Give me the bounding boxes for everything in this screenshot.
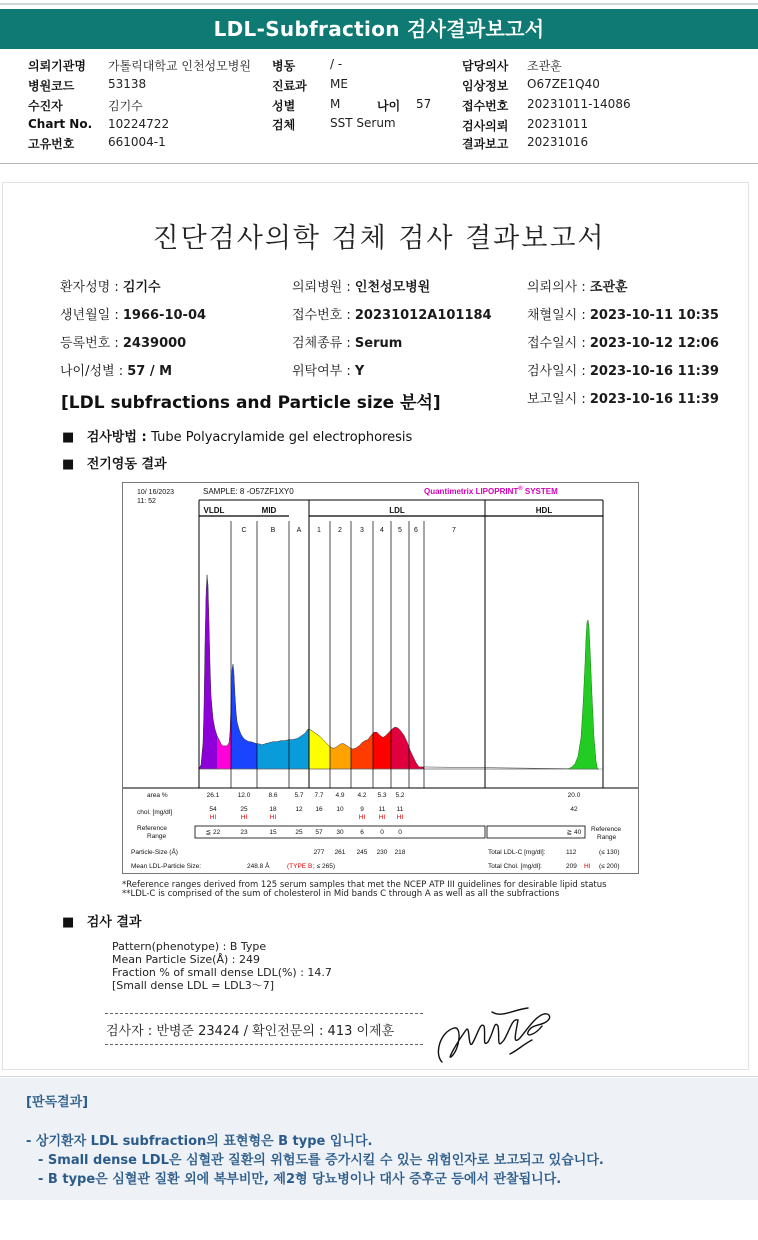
header-label: 고유번호 [28,137,75,151]
brand-sup: ® [518,486,523,492]
footnote-reference: *Reference ranges derived from 125 serum samples that met the NCEP ATP III guidelines for desirable lipid status [122,880,607,890]
header-label: 나이 [377,99,401,113]
header-value: 가톨릭대학교 인천성모병원 [108,59,251,73]
area-value: 5.2 [395,792,405,799]
chol-value: 18 [269,806,277,813]
ref-value: 0 [398,829,402,836]
footnote-ldl: **LDL-C is comprised of the sum of cholesterol in Mid bands C through A as well as all the subfractions [122,889,560,899]
band-label-7: 7 [452,527,456,534]
area-value: 26.1 [206,792,220,799]
ref-value: 0 [380,829,384,836]
band-label-1: 1 [317,527,321,534]
hdl-peak [568,620,598,769]
field-value: Y [354,364,365,379]
interpretation-line: - Small dense LDL은 심혈관 질환의 위험도를 증가시킬 수 있는 위험인자로 보고되고 있습니다. [38,1153,604,1168]
group-label-vldl: VLDL [203,506,225,515]
header-value: 김기수 [108,99,143,113]
field-label: 보고일시 : [527,392,590,407]
method-label: 검사방법 : [86,430,152,445]
band-label-b: B [270,527,276,534]
document-title: 진단검사의학 검체 검사 결과보고서 [152,223,606,254]
particle-size-value: 218 [394,849,406,856]
chart-time: 11: 52 [137,498,156,505]
chart-date: 10/ 16/2023 [137,489,174,496]
chol-value: 42 [570,806,578,813]
field-label: 의뢰의사 : [527,280,590,295]
chol-value: 11 [396,806,404,813]
lipoprint-chart [122,482,639,874]
specimen-type-field [292,332,402,351]
age-sex-field [60,360,172,379]
top-divider [0,3,758,5]
requesting-doctor-field [527,276,628,295]
interpretation-divider [0,1076,758,1077]
receipt-time-field [527,332,719,351]
total-chol-ref: (≤ 200) [599,863,620,870]
requesting-hospital-field [292,276,430,295]
result-small-dense-definition: [Small dense LDL = LDL3～7] [112,979,275,992]
mean-size-type: (TYPE B [287,863,313,870]
signature-top-rule [105,1013,423,1014]
header-value: ME [330,77,348,91]
chol-value: 54 [209,806,217,813]
interpretation-line: - 상기환자 LDL subfraction의 표현형은 B type 입니다. [26,1134,373,1149]
field-label: 채혈일시 : [527,308,590,323]
hdl-ref-label-1: Reference [591,826,621,833]
result-small-dense-fraction: Fraction % of small dense LDL(%) : 14.7 [112,966,332,979]
area-value: 4.2 [357,792,367,799]
result-label: 검사 결과 [86,915,142,930]
header-value: O67ZE1Q40 [527,77,600,91]
chol-flag: HI [358,814,366,821]
total-chol-label: Total Chol. [mg/dl]: [488,863,542,870]
area-value: 12.0 [237,792,251,799]
field-value: 1966-10-04 [122,308,207,323]
profile-segment [309,523,330,769]
patient-name-field [60,276,161,295]
header-label: 의뢰기관명 [28,59,86,73]
chol-flag: HI [396,814,404,821]
chart-sample: SAMPLE: 8 -O57ZF1XY0 [203,487,294,496]
handwritten-signature [432,1004,562,1070]
total-chol-value: 209 [566,863,577,870]
profile-segment [199,523,217,769]
header-label: 진료과 [272,79,307,93]
ref-value: ≦ 22 [205,829,221,836]
header-label: 임상정보 [462,79,509,93]
profile-segment [351,523,373,769]
field-label: 검체종류 : [292,336,355,351]
electrophoresis-label: 전기영동 결과 [86,457,167,472]
field-value: 20231012A101184 [354,308,492,323]
collection-time-field [527,304,719,323]
profile-segment [231,523,257,769]
header-value: 661004-1 [108,135,166,149]
field-value: 인천성모병원 [354,280,431,295]
group-label-mid: MID [261,506,277,515]
header-value: SST Serum [330,116,396,130]
lipoprint-chart-svg [123,483,638,873]
chol-value: 12 [295,806,303,813]
header-value: 57 [416,97,432,111]
ref-value: 6 [360,829,364,836]
header-label: 검체 [272,118,296,132]
brand-main: Quantimetrix LIPOPRINT [424,487,519,496]
row-label-area: area % [147,792,168,799]
header-value: 53138 [108,77,147,91]
chol-value: 16 [315,806,323,813]
header-label: 접수번호 [462,99,509,113]
area-value: 4.9 [335,792,345,799]
signature-bottom-rule [105,1044,423,1045]
outsourced-field [292,360,364,379]
registration-number-field [60,332,186,351]
header-value: 조관훈 [527,59,562,73]
report-title: LDL-Subfraction 검사결과보고서 [0,9,758,49]
band-label-6: 6 [414,527,418,534]
mean-size-ref: ; ≤ 265) [313,863,335,870]
field-value: 2439000 [122,336,187,351]
header-label: 담당의사 [462,59,509,73]
band-label-3: 3 [360,527,364,534]
field-value: 김기수 [122,280,161,295]
profile-segment [217,523,231,769]
field-label: 나이/성별 : [60,364,128,379]
header-label: Chart No. [28,117,93,131]
field-value: 57 / M [127,364,173,379]
band-label-4: 4 [380,527,384,534]
particle-size-value: 277 [313,849,325,856]
header-value: M [330,97,341,111]
header-label: 수진자 [28,99,63,113]
result-mean-size: Mean Particle Size(Å) : 249 [112,953,260,966]
header-value: / - [330,57,343,71]
ref-value: 25 [295,829,303,836]
field-label: 등록번호 : [60,336,123,351]
field-label: 접수번호 : [292,308,355,323]
birth-date-field [60,304,206,323]
total-ldl-label: Total LDL-C [mg/dl]: [488,849,546,856]
ref-value: 57 [315,829,323,836]
field-value: 2023-10-12 12:06 [589,336,719,351]
field-label: 생년월일 : [60,308,123,323]
row-label-ref-2: Range [147,833,167,840]
chol-flag: HI [378,814,386,821]
field-label: 위탁여부 : [292,364,355,379]
profile-segment [257,523,289,769]
header-label: 병동 [272,59,296,73]
band-label-2: 2 [338,527,342,534]
header-value: 20231011-14086 [527,97,631,111]
field-label: 접수일시 : [527,336,590,351]
field-value: Serum [354,336,403,351]
header-label: 병원코드 [28,79,75,93]
header-label: 성별 [272,99,296,113]
hdl-ref-label-2: Range [597,834,617,841]
header-label: 결과보고 [462,137,509,151]
chol-value: 11 [378,806,386,813]
band-label-5: 5 [398,527,402,534]
method-value: Tube Polyacrylamide gel electrophoresis [151,430,413,445]
header-value: 20231016 [527,135,589,149]
chol-flag: HI [209,814,217,821]
field-label: 검사일시 : [527,364,590,379]
accession-number-field [292,304,492,323]
area-value: 20.0 [567,792,581,799]
header-value: 20231011 [527,117,589,131]
field-value: 2023-10-16 11:39 [589,392,719,407]
row-label-mean: Mean LDL-Particle Size: [131,863,202,870]
total-ldl-value: 112 [566,849,577,856]
interpretation-line: - B type은 심혈관 질환 외에 복부비만, 제2형 당뇨병이나 대사 증후군 등에서 관찰됩니다. [38,1172,562,1187]
field-label: 환자성명 : [60,280,123,295]
ref-value: 23 [240,829,248,836]
row-label-size: Particle-Size (Å) [131,849,178,856]
area-value: 7.7 [314,792,324,799]
header-value: 10224722 [108,117,170,131]
particle-size-value: 230 [376,849,388,856]
method-line: ■ 검사방법 : Tube Polyacrylamide gel electrophoresis [62,430,413,445]
result-pattern: Pattern(phenotype) : B Type [112,940,267,953]
field-value: 조관훈 [589,280,628,295]
ref-value: 30 [336,829,344,836]
area-value: 8.6 [268,792,278,799]
area-value: 5.3 [377,792,387,799]
band-label-c: C [241,527,247,534]
header-divider [0,163,758,164]
test-time-field [527,360,719,379]
total-ldl-ref: (≤ 130) [599,849,620,856]
brand-tail: SYSTEM [522,487,558,496]
area-value: 5.7 [294,792,304,799]
ref-value: 15 [269,829,277,836]
group-label-hdl: HDL [535,506,553,515]
field-label: 의뢰병원 : [292,280,355,295]
chol-flag: HI [269,814,277,821]
interpretation-heading: [판독결과] [26,1095,89,1110]
particle-size-value: 261 [334,849,346,856]
chol-value: 10 [336,806,344,813]
signature-line: 검사자 : 반병준 23424 / 확인전문의 : 413 이제훈 [106,1024,395,1039]
report-time-field [527,388,719,407]
ref-value: ≧ 40 [566,829,582,836]
field-value: 2023-10-16 11:39 [589,364,719,379]
chol-value: 9 [360,806,364,813]
profile-segment [391,523,424,769]
row-label-ref-1: Reference [137,825,167,832]
profile-segment [330,523,351,769]
chol-flag: HI [240,814,248,821]
chol-value: 25 [240,806,248,813]
electrophoresis-heading: ■ 전기영동 결과 [62,457,167,472]
result-heading: ■ 검사 결과 [62,915,142,930]
band-label-a: A [296,527,302,534]
chart-brand [424,485,558,496]
mean-size-value: 248.8 Å [247,863,270,870]
group-label-ldl: LDL [389,506,405,515]
header-label: 검사의뢰 [462,119,509,133]
section-title: [LDL subfractions and Particle size 분석] [61,393,441,413]
total-chol-flag: HI [584,863,591,870]
row-label-chol: chol. [mg/dl] [137,809,173,816]
particle-size-value: 245 [356,849,368,856]
field-value: 2023-10-11 10:35 [589,308,719,323]
